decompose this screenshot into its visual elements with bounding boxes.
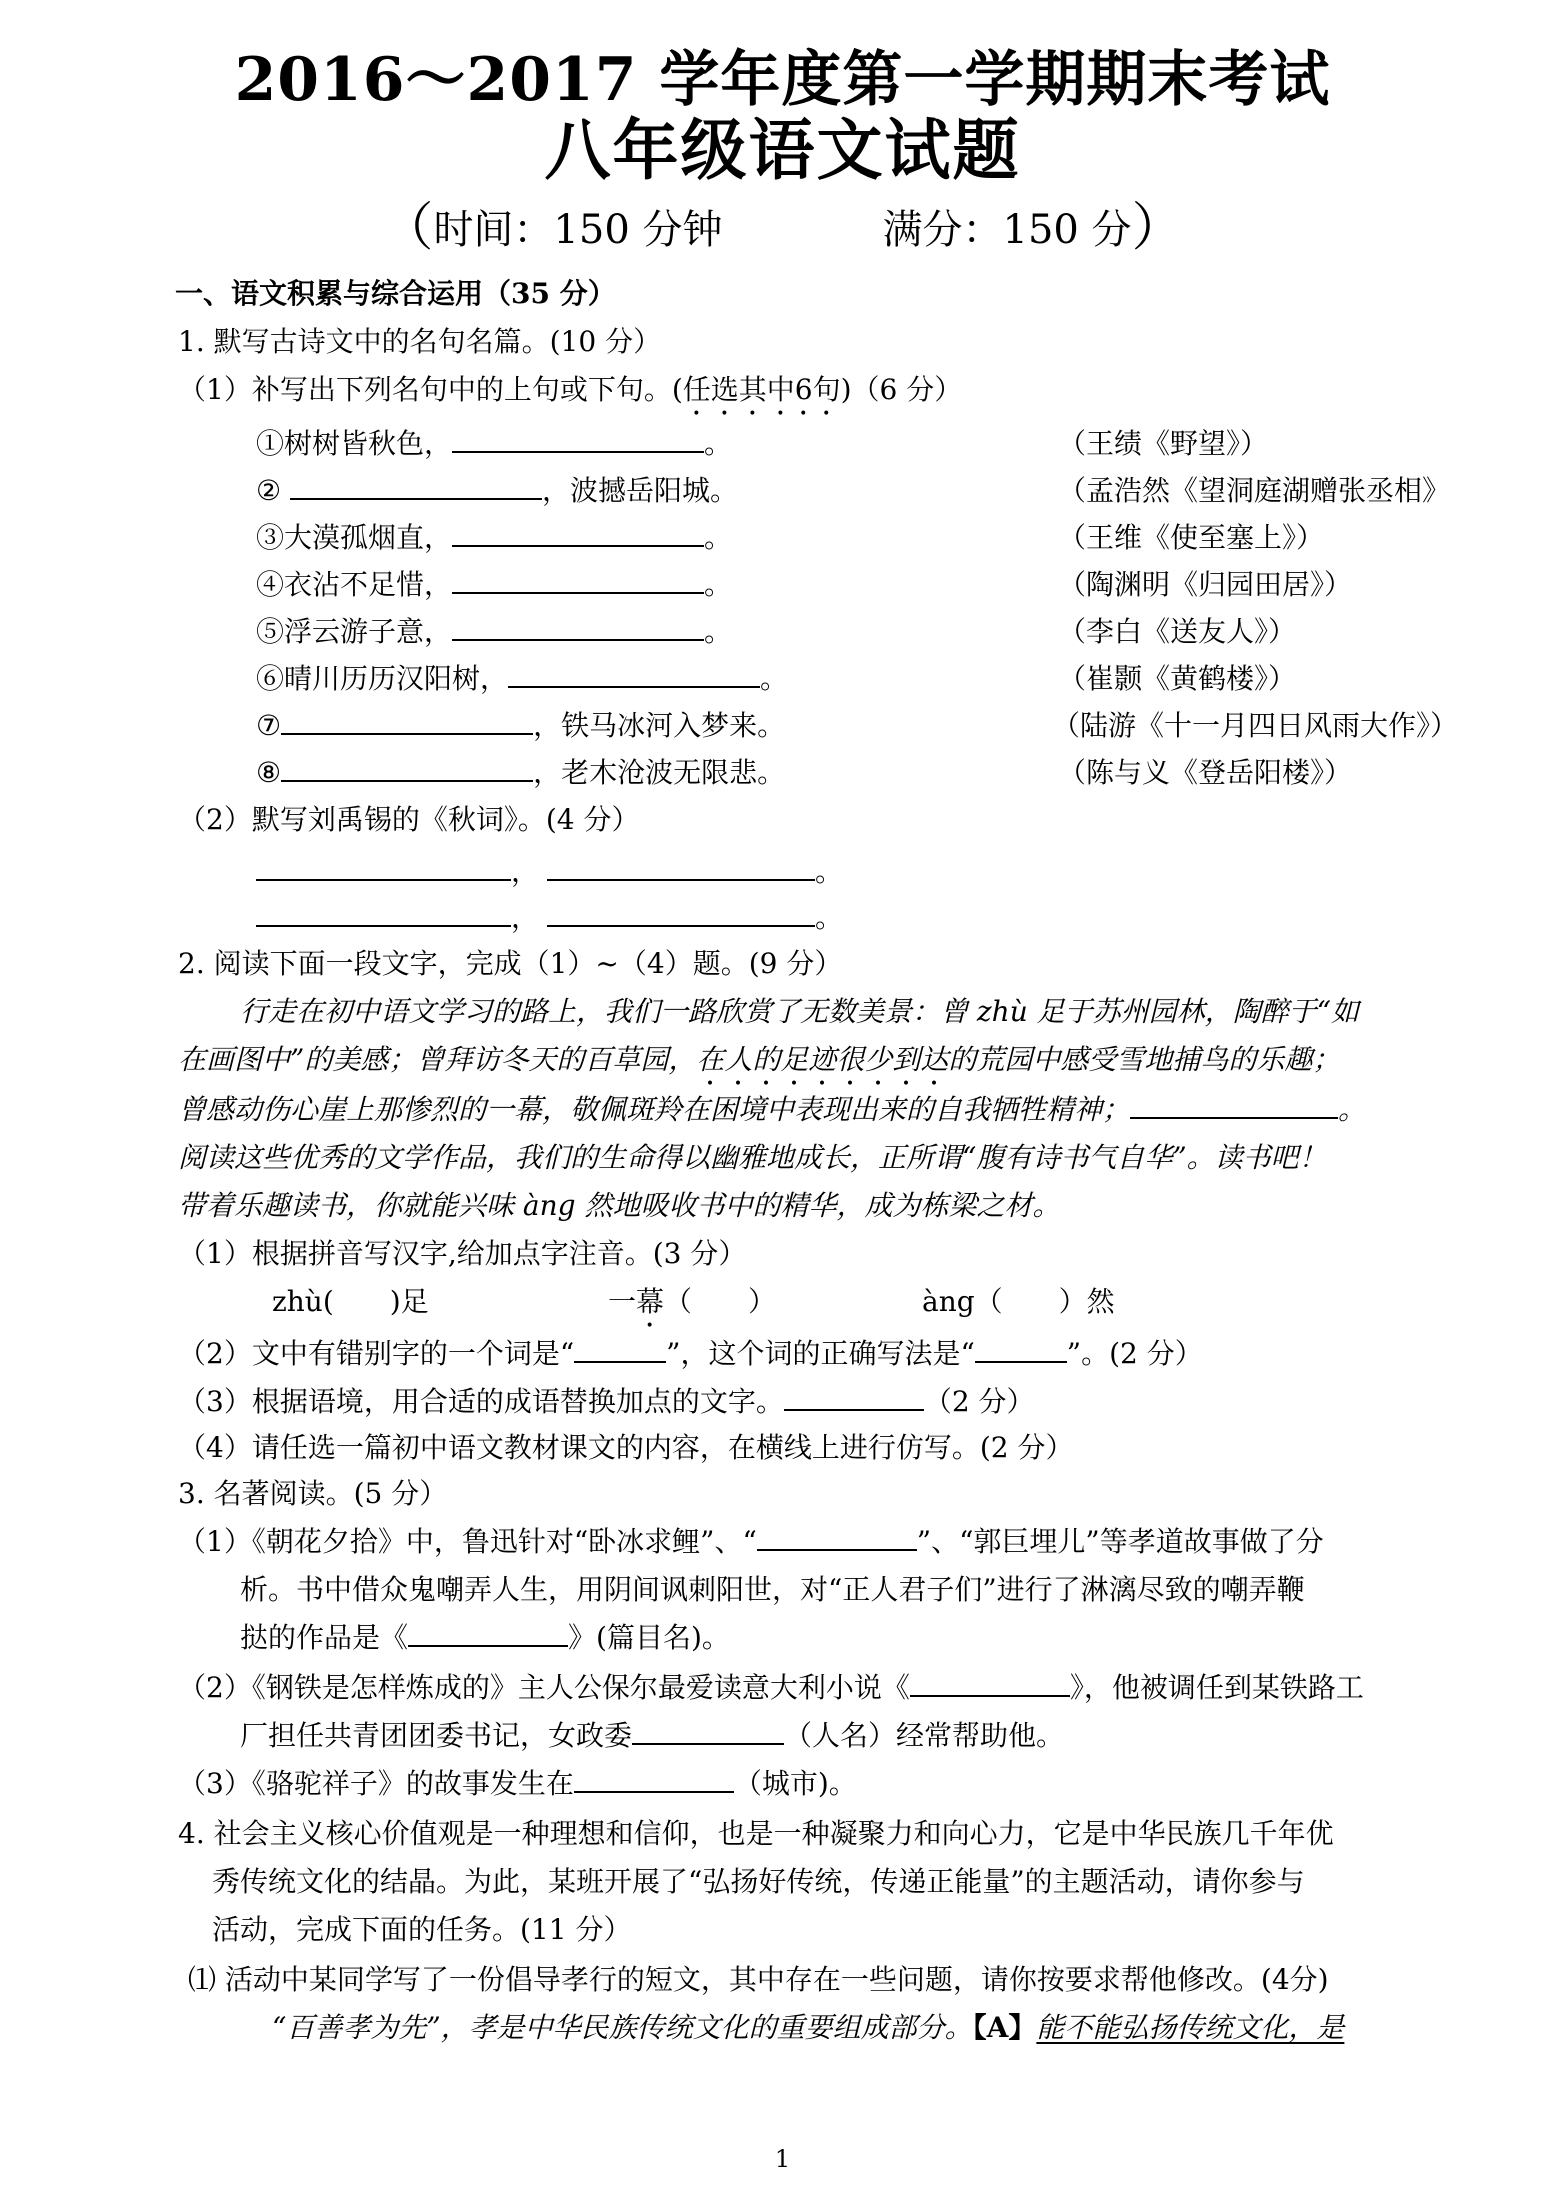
- answer-blank[interactable]: [547, 853, 815, 881]
- answer-blank[interactable]: [910, 1669, 1070, 1697]
- q1-part2: （2）默写刘禹锡的《秋词》。(4 分）: [178, 803, 640, 836]
- answer-blank[interactable]: [452, 425, 704, 453]
- q2-sub3: （3）根据语境，用合适的成语替换加点的文字。 （2 分）: [178, 1385, 1035, 1418]
- q2-passage-line-3: 曾感动伤心崖上那惨烈的一幕，敬佩斑羚在困境中表现出来的自我牺牲精神； 。: [178, 1093, 1367, 1126]
- answer-blank[interactable]: [574, 1335, 666, 1363]
- q1-item-4: ④衣沾不足惜， 。: [256, 568, 733, 601]
- answer-blank[interactable]: [508, 660, 760, 688]
- poem-blank-row-1: ， 。: [256, 852, 843, 892]
- poem-blank-row-2: ， 。: [256, 898, 843, 938]
- q2-passage-line-5: 带着乐趣读书，你就能兴味 àng 然地吸收书中的精华，成为栋梁之材。: [178, 1189, 1061, 1222]
- answer-blank[interactable]: [256, 899, 511, 927]
- q1-item-1: ①树树皆秋色， 。: [256, 427, 733, 460]
- exam-time-score: [0, 200, 1565, 258]
- section-heading: 一、语文积累与综合运用（35 分）: [175, 277, 616, 310]
- q2-sub4: （4）请任选一篇初中语文教材课文的内容，在横线上进行仿写。(2 分）: [178, 1431, 1074, 1464]
- answer-blank[interactable]: [290, 472, 542, 500]
- answer-blank[interactable]: [784, 1383, 924, 1411]
- answer-blank[interactable]: [281, 754, 533, 782]
- answer-blank[interactable]: [1130, 1091, 1338, 1119]
- q2-sub1-b: 一幕（ ）: [608, 1285, 777, 1318]
- q4-stem-line2: 秀传统文化的结晶。为此，某班开展了“弘扬好传统，传递正能量”的主题活动，请你参与: [212, 1865, 1305, 1898]
- answer-blank[interactable]: [632, 1717, 784, 1745]
- q1-item-5: ⑤浮云游子意， 。: [256, 615, 733, 648]
- q1-source-6: （崔颢《黄鹤楼》）: [1058, 662, 1297, 695]
- answer-blank[interactable]: [281, 707, 533, 735]
- q1-source-8: （陈与义《登岳阳楼》）: [1058, 756, 1353, 789]
- q2-passage-line-1: 行走在初中语文学习的路上，我们一路欣赏了无数美景：曾 zhù 足于苏州园林，陶醉于“如: [240, 995, 1359, 1028]
- paren-close: ）: [1131, 198, 1184, 258]
- q2-passage-line-2: 在画图中”的美感；曾拜访冬天的百草园，在人的足迹很少到达的荒园中感受雪地捕鸟的乐趣；: [178, 1043, 1341, 1076]
- q2-passage-line-4: 阅读这些优秀的文学作品，我们的生命得以幽雅地成长，正所谓“腹有诗书气自华”。读书吧！: [178, 1141, 1327, 1174]
- answer-blank[interactable]: [547, 899, 815, 927]
- paren-open: （: [381, 198, 434, 258]
- q1-item-7: ⑦ ，铁马冰河入梦来。: [256, 709, 786, 742]
- q3-stem: 3. 名著阅读。(5 分）: [178, 1477, 448, 1510]
- q1-source-5: （李白《送友人》）: [1058, 615, 1297, 648]
- answer-blank[interactable]: [452, 613, 704, 641]
- q4-sub1: ⑴ 活动中某同学写了一份倡导孝行的短文，其中存在一些问题，请你按要求帮他修改。(4分): [188, 1963, 1329, 1996]
- q4-stem-line3: 活动，完成下面的任务。(11 分）: [212, 1913, 632, 1946]
- q3-sub1-line2: 析。书中借众鬼嘲弄人生，用阴间讽刺阳世，对“正人君子们”进行了淋漓尽致的嘲弄鞭: [240, 1573, 1305, 1606]
- q2-stem: 2. 阅读下面一段文字，完成（1）~（4）题。(9 分）: [178, 947, 843, 980]
- answer-blank[interactable]: [757, 1523, 917, 1551]
- q1-source-1: （王绩《野望》）: [1058, 427, 1269, 460]
- score-label: 满分：150 分: [882, 207, 1132, 253]
- answer-blank[interactable]: [256, 853, 511, 881]
- q3-sub1-line3: 挞的作品是《 》(篇目名)。: [240, 1621, 730, 1654]
- q1-source-2: （孟浩然《望洞庭湖赠张丞相》: [1058, 474, 1451, 507]
- answer-blank[interactable]: [452, 519, 704, 547]
- q4-stem-line1: 4. 社会主义核心价值观是一种理想和信仰，也是一种凝聚力和向心力，它是中华民族几千年优: [178, 1817, 1334, 1850]
- q2-sub1-a: zhù( )足: [272, 1285, 429, 1318]
- q1-stem: 1. 默写古诗文中的名句名篇。(10 分）: [178, 325, 662, 358]
- q1-item-6: ⑥晴川历历汉阳树， 。: [256, 662, 789, 695]
- q4-sub1-text: “百善孝为先”，孝是中华民族传统文化的重要组成部分。【A】能不能弘扬传统文化，是: [272, 2011, 1345, 2044]
- q1-source-3: （王维《使至塞上》）: [1058, 521, 1325, 554]
- q3-sub3: （3）《骆驼祥子》的故事发生在 （城市)。: [178, 1767, 857, 1800]
- exam-subtitle: 八年级语文试题: [544, 111, 1021, 189]
- answer-blank[interactable]: [408, 1619, 568, 1647]
- exam-title: 2016～2017 学年度第一学期期末考试: [234, 45, 1331, 115]
- q3-sub1-line1: （1）《朝花夕拾》中，鲁迅针对“卧冰求鲤”、“ ”、“郭巨埋儿”等孝道故事做了分: [178, 1525, 1324, 1558]
- q1-part1: （1）补写出下列名句中的上句或下句。(任选其中6句)（6 分）: [178, 373, 963, 406]
- time-label: 时间：150 分钟: [433, 207, 723, 253]
- q1-item-2: ② ，波撼岳阳城。: [256, 474, 739, 507]
- answer-blank[interactable]: [452, 566, 704, 594]
- q1-item-3: ③大漠孤烟直， 。: [256, 521, 733, 554]
- answer-blank[interactable]: [574, 1765, 734, 1793]
- q1-source-7: （陆游《十一月四日风雨大作》）: [1052, 709, 1459, 742]
- page-number: 1: [774, 2145, 791, 2173]
- q3-sub2-line2: 厂担任共青团团委书记，女政委 （人名）经常帮助他。: [240, 1719, 1065, 1752]
- q1-source-4: （陶渊明《归园田居》）: [1058, 568, 1353, 601]
- answer-blank[interactable]: [975, 1335, 1067, 1363]
- q2-sub1: （1）根据拼音写汉字,给加点字注音。(3 分）: [178, 1237, 747, 1270]
- q3-sub2-line1: （2）《钢铁是怎样炼成的》主人公保尔最爱读意大利小说《 》，他被调任到某铁路工: [178, 1671, 1364, 1704]
- q2-sub2: （2）文中有错别字的一个词是“ ”，这个词的正确写法是“ ”。(2 分）: [178, 1337, 1203, 1370]
- q2-sub1-c: àng（ ）然: [922, 1285, 1115, 1318]
- q1-item-8: ⑧ ，老木沧波无限悲。: [256, 756, 786, 789]
